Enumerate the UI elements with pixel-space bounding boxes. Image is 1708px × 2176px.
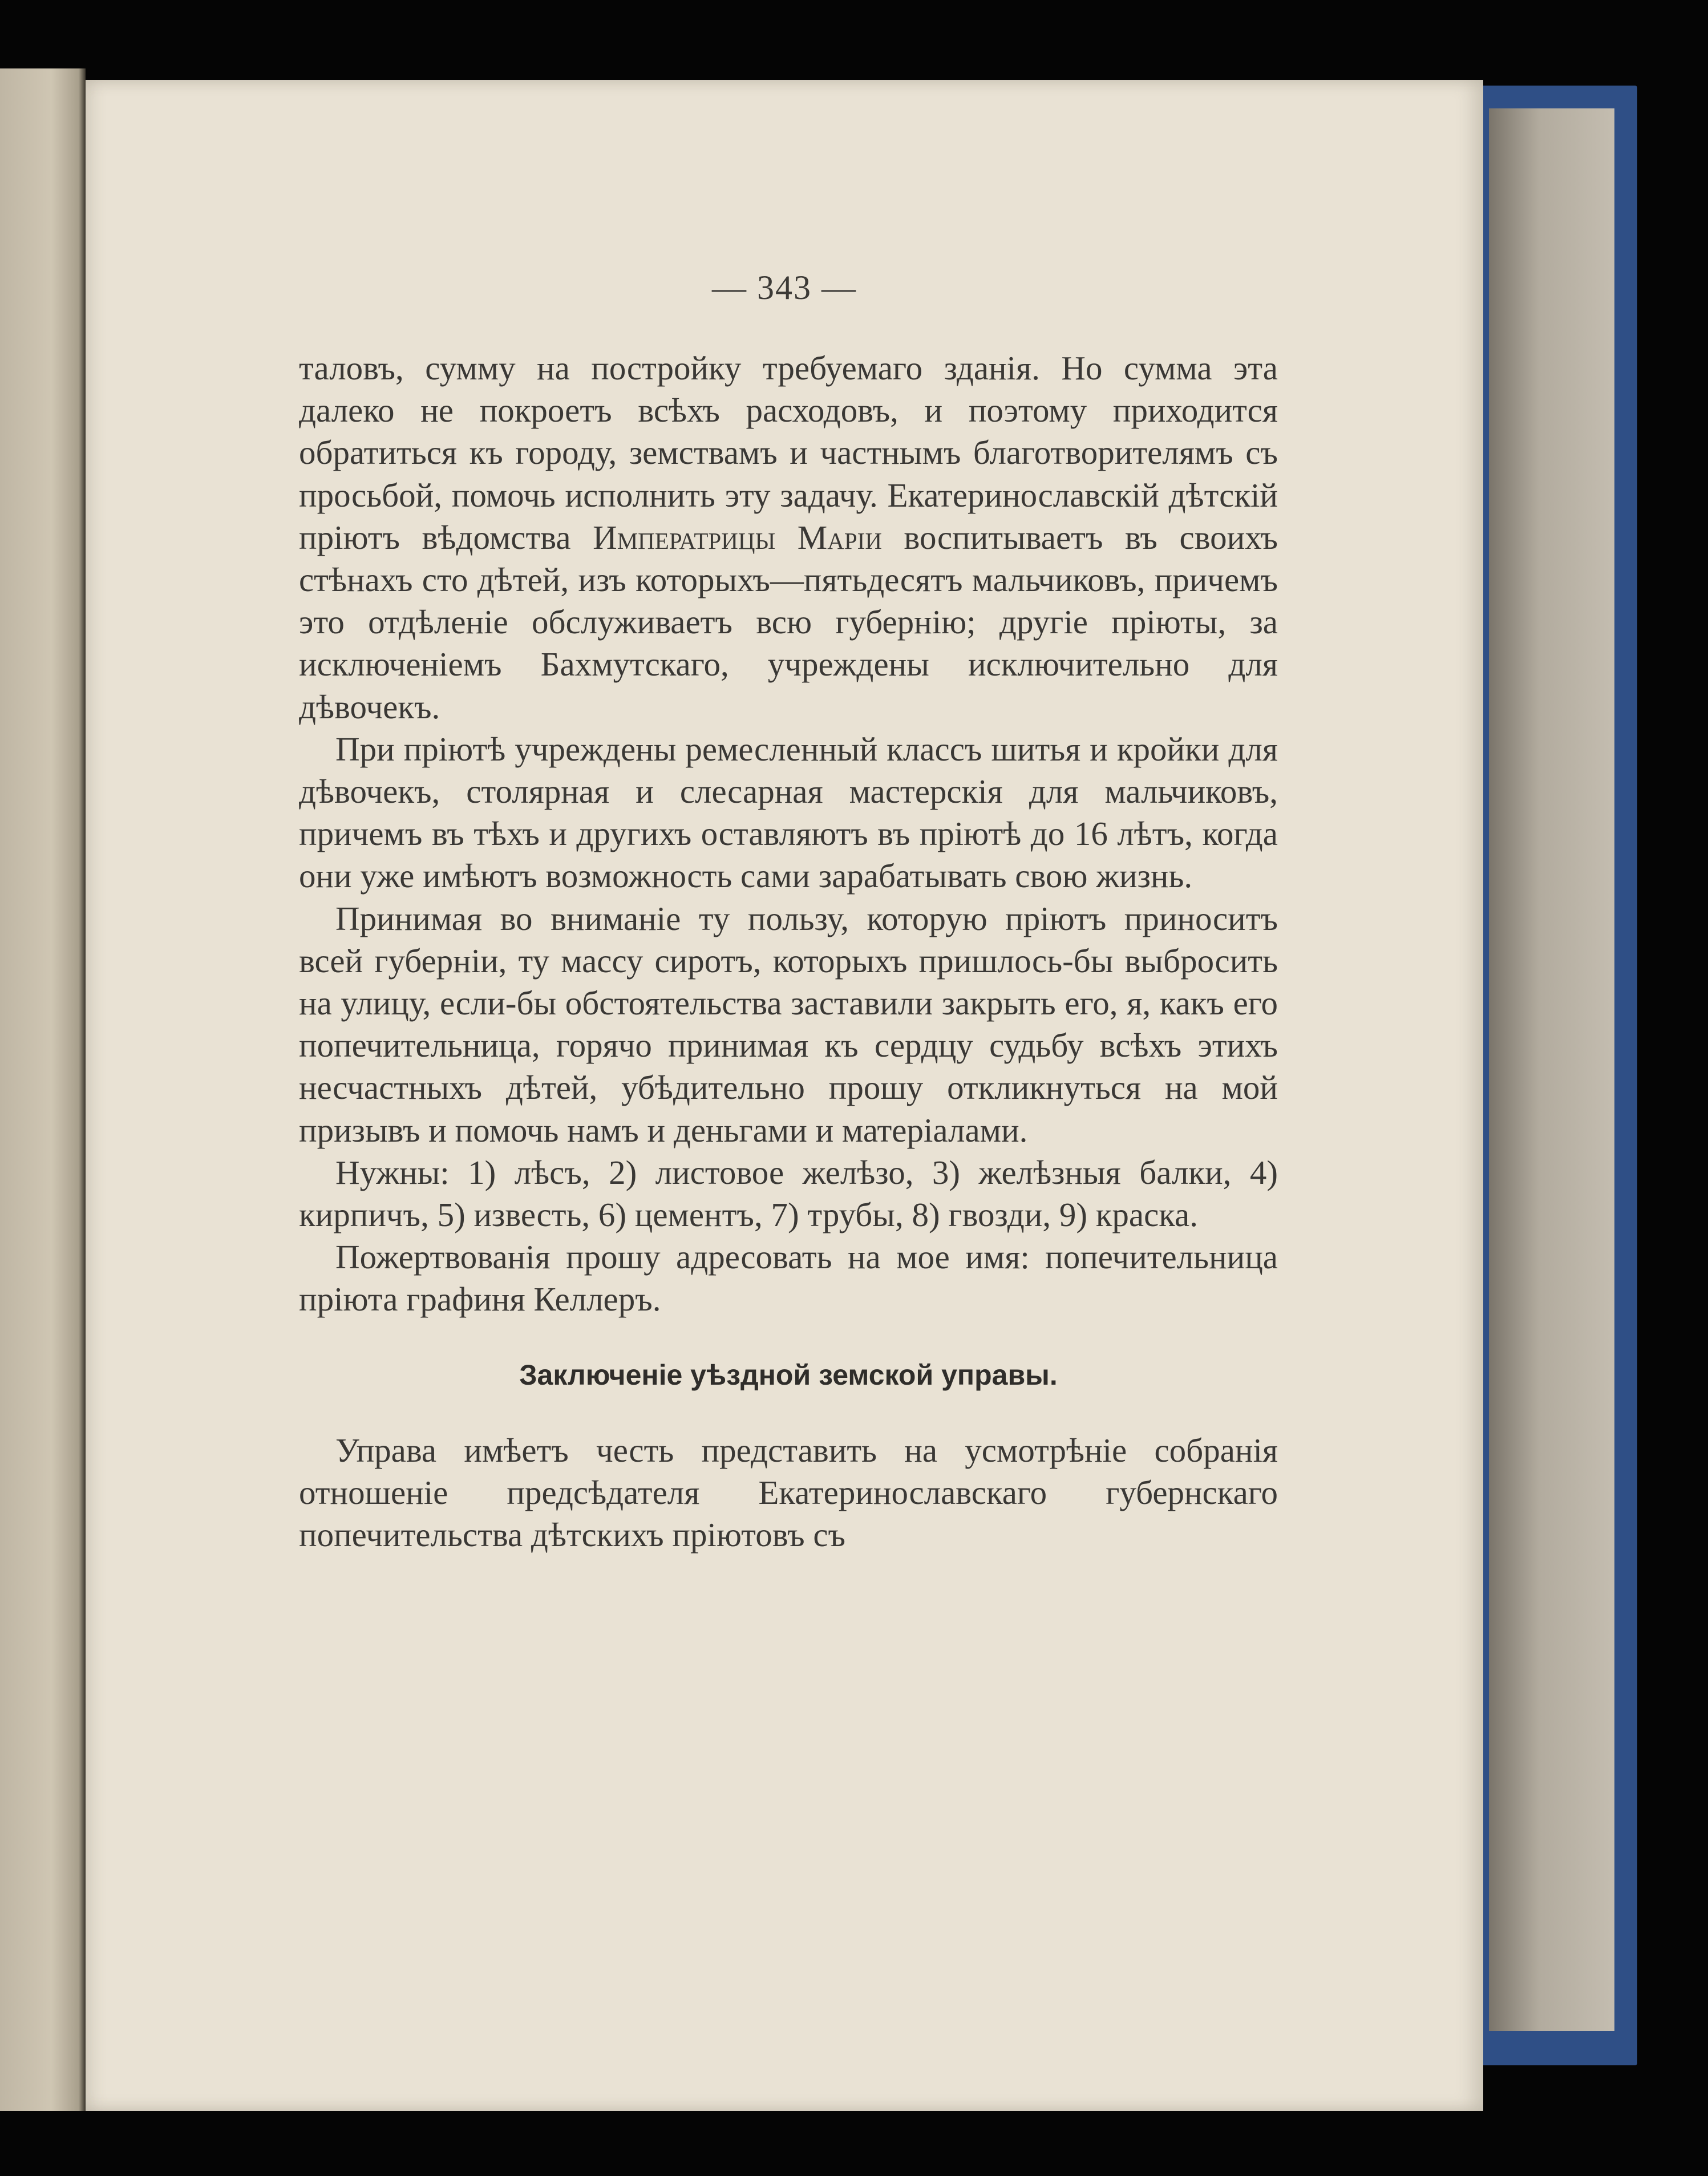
paragraph-3: Принимая во вниманіе ту пользу, которую пріютъ приноситъ всей губерніи, ту массу сиротъ, которыхъ пришлось-бы выбросить на улицу, если-бы обстоятельства заставили закрыть его, я, какъ его попечительница, горячо принимая къ сердцу судьбу всѣхъ этихъ несчастныхъ дѣтей, убѣдительно прошу откликнуться на мой призывъ и помочь намъ и деньгами и матеріалами.	[299, 899, 1278, 1149]
left-page-edge	[0, 68, 86, 2111]
page-stack-edge	[1489, 108, 1614, 2031]
paragraph-5: Пожертвованія прошу адресовать на мое имя: попечительница пріюта графиня Келлеръ.	[299, 1238, 1278, 1318]
section-heading: Заключеніе уѣздной земской управы.	[519, 1358, 1058, 1391]
paragraph-1-text-b: воспитываетъ въ своихъ стѣнахъ сто дѣтей, изъ которыхъ—пятьдесятъ мальчиковъ, причемъ это отдѣленіе обслуживаетъ всю губернію; другіе пріюты, за исключеніемъ Бахмутскаго, учреждены исключительно для дѣвочекъ.	[299, 518, 1278, 726]
page-body	[299, 347, 1278, 1556]
section-paragraph: Управа имѣетъ честь представить на усмотрѣніе собранія отношеніе предсѣдателя Екатеринославскаго губернскаго попечительства дѣтскихъ пріютовъ съ	[299, 1431, 1278, 1554]
page-number: — 343 —	[712, 269, 857, 306]
paragraph-1	[299, 347, 1278, 728]
paragraph-1-smallcaps: Императрицы Маріи	[593, 518, 882, 556]
book-page	[86, 80, 1483, 2111]
paragraph-2: При пріютѣ учреждены ремесленный классъ шитья и кройки для дѣвочекъ, столярная и слесарная мастерскія для мальчиковъ, причемъ въ тѣхъ и другихъ оставляютъ въ пріютѣ до 16 лѣтъ, когда они уже имѣютъ возможность сами зарабатывать свою жизнь.	[299, 730, 1278, 895]
paragraph-4: Нужны: 1) лѣсъ, 2) листовое желѣзо, 3) желѣзныя балки, 4) кирпичъ, 5) известь, 6) цементъ, 7) трубы, 8) гвозди, 9) краска.	[299, 1153, 1278, 1234]
paragraph-1-text-a: таловъ, сумму на постройку требуемаго зданія. Но сумма эта далеко не покроетъ всѣхъ расходовъ, и поэтому приходится обратиться къ городу, земствамъ и частнымъ благотворителямъ съ просьбой, помочь исполнить эту задачу. Екатеринославскій дѣтскій пріютъ вѣдомства	[299, 349, 1278, 556]
